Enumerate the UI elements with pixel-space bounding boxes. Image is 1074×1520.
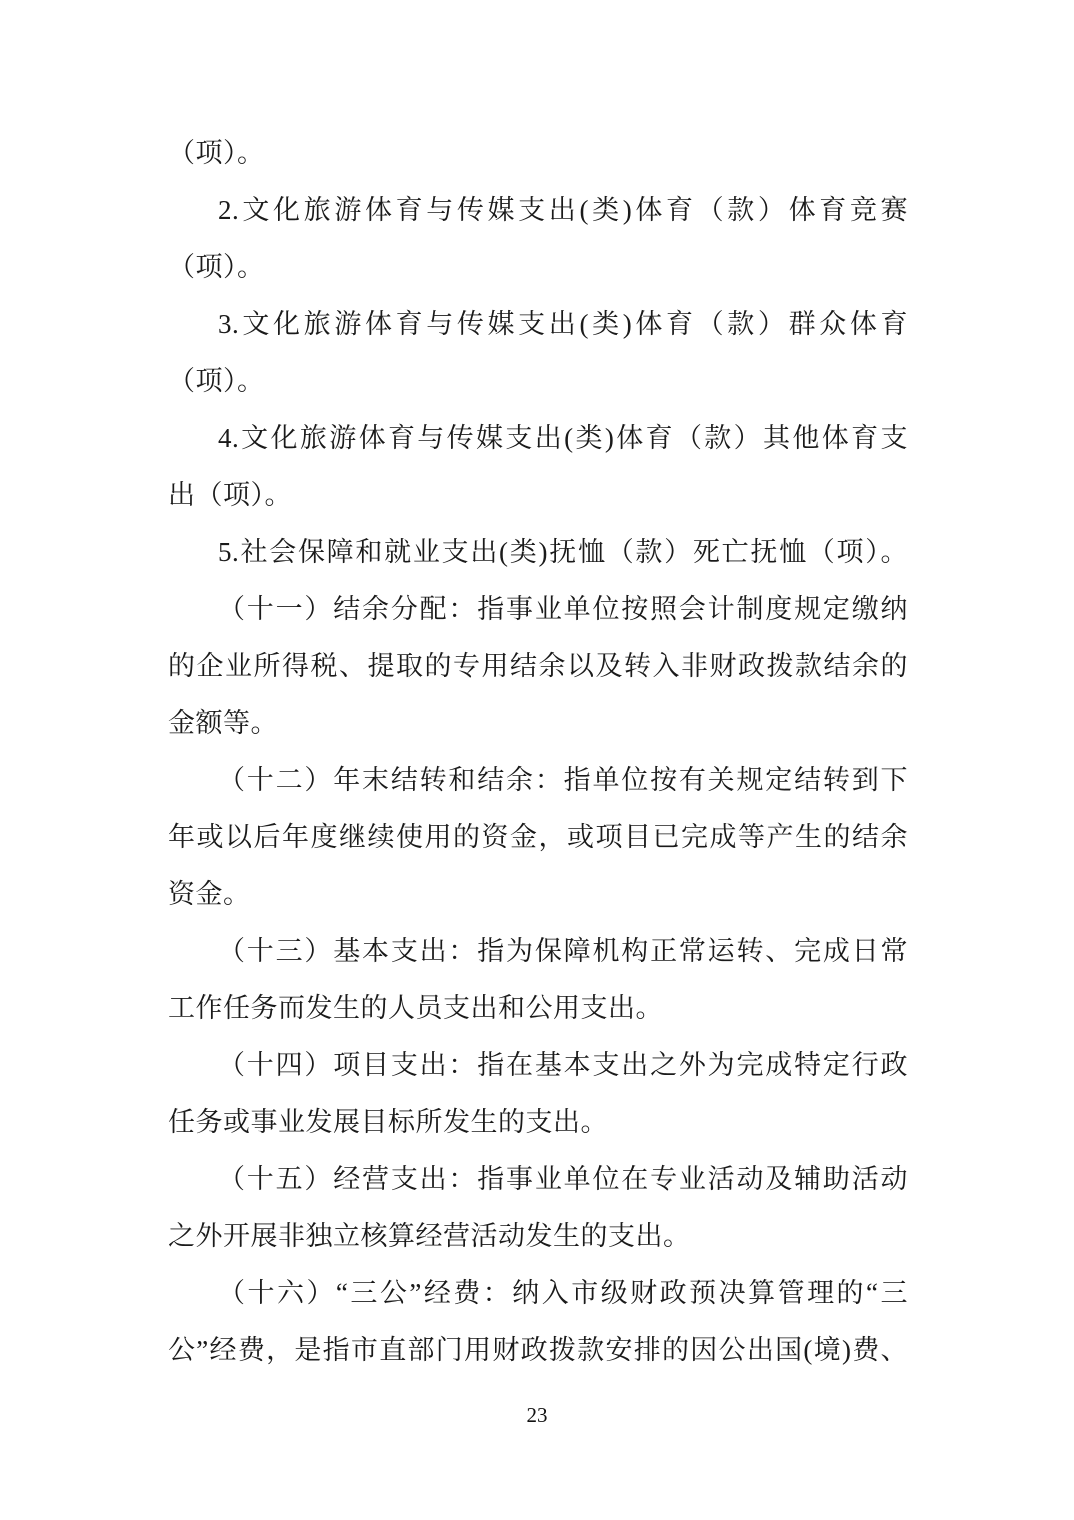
body-text [168,125,908,1379]
text-line: 2.文化旅游体育与传媒支出(类)体育（款）体育竞赛 [218,195,908,225]
text-line: （十三）基本支出：指为保障机构正常运转、完成日常 [218,936,908,966]
text-line: 任务或事业发展目标所发生的支出。 [168,1107,608,1137]
text-line: 年或以后年度继续使用的资金，或项目已完成等产生的结余 [168,822,908,852]
text-line: 之外开展非独立核算经营活动发生的支出。 [168,1221,691,1251]
text-line: （项）。 [168,366,265,396]
text-line: 公”经费，是指市直部门用财政拨款安排的因公出国(境)费、 [168,1335,908,1365]
text-line: （十五）经营支出：指事业单位在专业活动及辅助活动 [218,1164,908,1194]
text-line: （十四）项目支出：指在基本支出之外为完成特定行政 [218,1050,908,1080]
text-line: （十六）“三公”经费：纳入市级财政预决算管理的“三 [218,1278,908,1308]
text-line: 工作任务而发生的人员支出和公用支出。 [168,993,663,1023]
text-line: 4.文化旅游体育与传媒支出(类)体育（款）其他体育支 [218,423,908,453]
page-number: 23 [526,1403,548,1427]
text-line: 3.文化旅游体育与传媒支出(类)体育（款）群众体育 [218,309,908,339]
text-line: 5.社会保障和就业支出(类)抚恤（款）死亡抚恤（项）。 [218,537,908,567]
text-line: （十二）年末结转和结余：指单位按有关规定结转到下 [218,765,908,795]
text-line: 金额等。 [168,708,278,738]
text-line: （项）。 [168,252,265,282]
text-line: （项）。 [168,138,265,168]
text-line: 出（项）。 [168,480,292,510]
text-line: （十一）结余分配：指事业单位按照会计制度规定缴纳 [218,594,908,624]
text-line: 资金。 [168,879,251,909]
text-line: 的企业所得税、提取的专用结余以及转入非财政拨款结余的 [168,651,908,681]
